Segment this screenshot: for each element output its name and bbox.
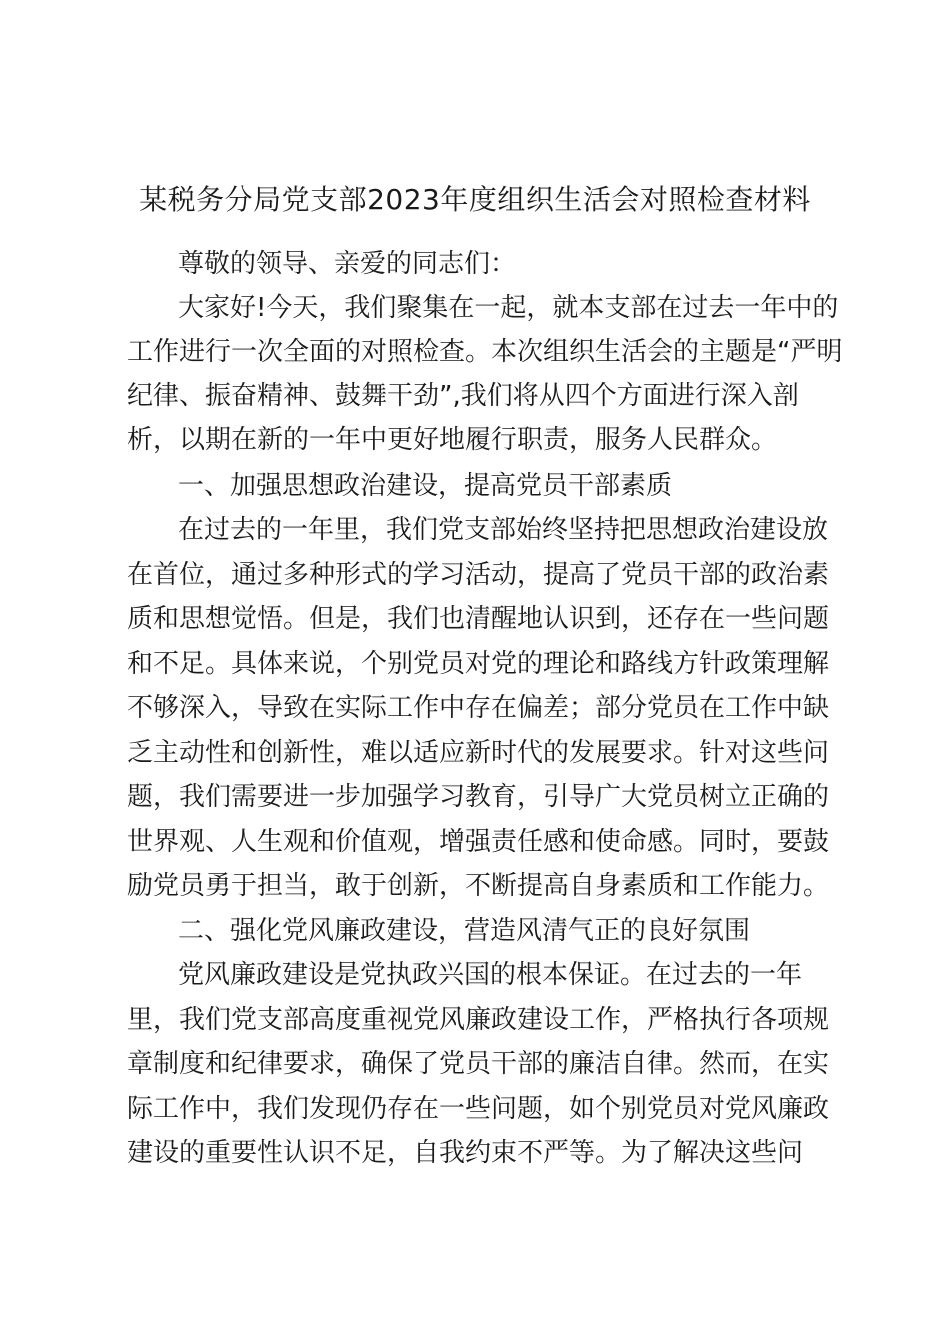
paragraph-line: 析，以期在新的一年中更好地履行职责，服务人民群众。 [127,425,778,455]
paragraph-line: 际工作中，我们发现仍存在一些问题，如个别党员对党风廉政 [127,1094,830,1124]
paragraph-line: 不够深入，导致在实际工作中存在偏差；部分党员在工作中缺 [127,693,830,723]
paragraph-line: 纪律、振奋精神、鼓舞干劲”,我们将从四个方面进行深入剖 [127,381,799,411]
paragraph-line: 建设的重要性认识不足，自我约束不严等。为了解决这些问 [127,1138,804,1168]
paragraph-line: 大家好!今天，我们聚集在一起，就本支部在过去一年中的 [178,293,839,323]
section-heading-2: 二、强化党风廉政建设，营造风清气正的良好氛围 [178,916,751,946]
paragraph-line: 题，我们需要进一步加强学习教育，引导广大党员树立正确的 [127,782,830,812]
section-heading-1: 一、加强思想政治建设，提高党员干部素质 [178,471,673,501]
paragraph-line: 章制度和纪律要求，确保了党员干部的廉洁自律。然而，在实 [127,1049,830,1079]
paragraph-line: 质和思想觉悟。但是，我们也清醒地认识到，还存在一些问题 [127,604,830,634]
paragraph-line: 和不足。具体来说，个别党员对党的理论和路线方针政策理解 [127,649,830,679]
paragraph-line: 在过去的一年里，我们党支部始终坚持把思想政治建设放 [178,515,829,545]
paragraph-line: 党风廉政建设是党执政兴国的根本保证。在过去的一年 [178,960,803,990]
paragraph-line: 世界观、人生观和价值观，增强责任感和使命感。同时，要鼓 [127,827,830,857]
paragraph-line: 里，我们党支部高度重视党风廉政建设工作，严格执行各项规 [127,1005,830,1035]
salutation: 尊敬的领导、亲爱的同志们： [178,249,517,279]
document-title: 某税务分局党支部2023年度组织生活会对照检查材料 [139,183,811,216]
paragraph-line: 在首位，通过多种形式的学习活动，提高了党员干部的政治素 [127,560,830,590]
paragraph-line: 励党员勇于担当，敢于创新，不断提高自身素质和工作能力。 [127,871,830,901]
paragraph-line: 工作进行一次全面的对照检查。本次组织生活会的主题是“严明 [127,337,843,367]
paragraph-line: 乏主动性和创新性，难以适应新时代的发展要求。针对这些问 [127,738,830,768]
